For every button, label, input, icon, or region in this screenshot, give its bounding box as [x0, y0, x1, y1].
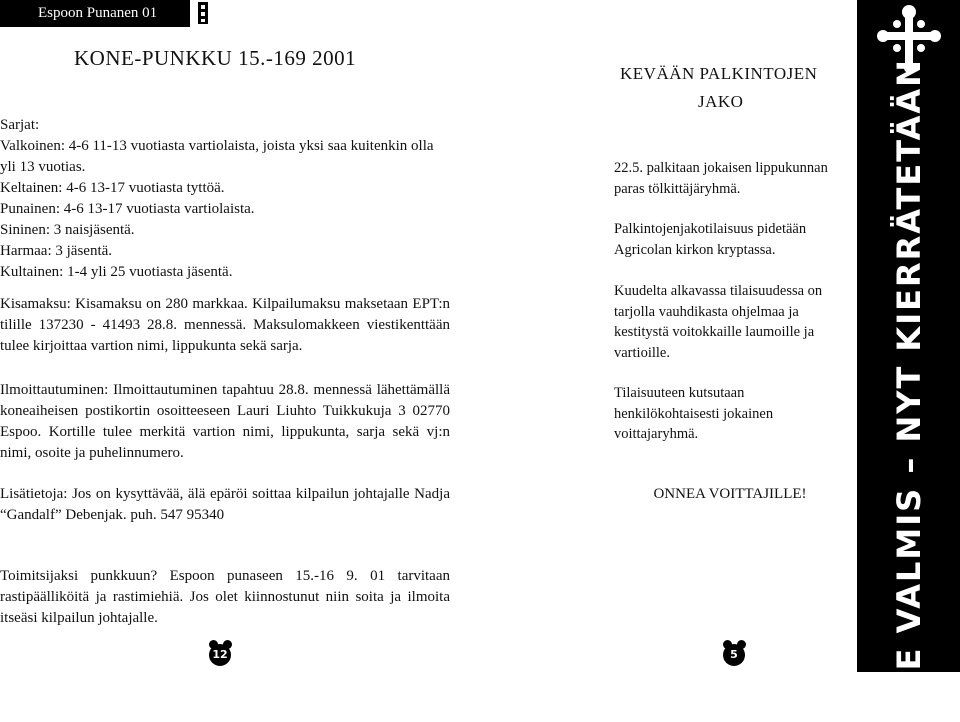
- series-item-white: Valkoinen: 4-6 11-13 vuotiasta vartiolaista, joista yksi saa kuitenkin olla yli 13 vuotias.: [0, 138, 434, 175]
- awards-title-line2: JAKO: [698, 92, 744, 111]
- page-number-left: [209, 640, 235, 666]
- award-program-text: Kuudelta alkavassa tilaisuudessa on tarjolla vauhdikasta ohjelmaa ja kestitystä voitokkaille laumoille ja vartioille.: [614, 283, 823, 361]
- award-place-text: Palkintojenjakotilaisuus pidetään Agricolan kirkon kryptassa.: [614, 221, 807, 258]
- series-item-yellow: Keltainen: 4-6 13-17 vuotiasta tyttöä.: [0, 180, 225, 196]
- series-item-grey: Harmaa: 3 jäsentä.: [0, 243, 113, 259]
- award-date-text: 22.5. palkitaan jokaisen lippukunnan paras tölkittäjäryhmä.: [614, 160, 828, 197]
- congratulations-text: ONNEA VOITTAJILLE!: [653, 486, 807, 502]
- awards-title-line1: KEVÄÄN PALKINTOJEN: [620, 64, 818, 83]
- series-item-gold: Kultainen: 1-4 yli 25 vuotiasta jäsentä.: [0, 264, 233, 280]
- volunteer-paragraph: [0, 566, 450, 629]
- series-heading: Sarjat:: [0, 117, 40, 133]
- section-tab: Espoon Punanen 01: [0, 0, 190, 27]
- banner-slogan: OLE VALMIS – NYT KIERRÄTETÄÄN: [889, 57, 928, 722]
- registration-paragraph: [0, 380, 450, 464]
- ornament-icon: [197, 2, 209, 24]
- award-place-paragraph: [614, 219, 846, 260]
- volunteer-text: Toimitsijaksi punkkuun? Espoon punaseen 15.-16 9. 01 tarvitaan rastipäälliköitä ja rastimiehiä. Jos olet kiinnostunut niin soita ja ilmoita itseäsi kilpailun johtajalle.: [0, 568, 450, 626]
- award-program-paragraph: [614, 281, 846, 363]
- fee-paragraph: [0, 294, 450, 357]
- fee-text: Kisamaksu: Kisamaksu on 280 markkaa. Kilpailumaksu maksetaan EPT:n tilille 137230 - 41493 28.8. mennessä. Maksulomakkeen viestikenttään tulee kirjoittaa vartion nimi, lippukunta sekä sarja.: [0, 296, 450, 354]
- awards-title: [620, 60, 840, 116]
- info-paragraph: [0, 484, 450, 526]
- page-number-left-label: 12: [209, 644, 231, 666]
- series-item-blue: Sininen: 3 naisjäsentä.: [0, 222, 135, 238]
- recycling-banner: [857, 0, 960, 722]
- award-invite-text: Tilaisuuteen kutsutaan henkilökohtaisesti jokainen voittajaryhmä.: [614, 385, 774, 442]
- award-invite-paragraph: [614, 383, 846, 445]
- page-number-right: [723, 640, 749, 666]
- registration-text: Ilmoittautuminen: Ilmoittautuminen tapahtuu 28.8. mennessä lähettämällä koneaiheisen postikortin osoitteeseen Lauri Liuhto Tuikkukuja 3 02770 Espoo. Kortille tulee merkitä vartion nimi, lippukunta, sarja sekä vj:n nimi, osoite ja puhelinnumero.: [0, 382, 450, 461]
- series-section: [0, 115, 450, 283]
- series-item-red: Punainen: 4-6 13-17 vuotiasta vartiolaista.: [0, 201, 255, 217]
- info-text: Lisätietoja: Jos on kysyttävää, älä epäröi soittaa kilpailun johtajalle Nadja “Gandalf” Debenjak. puh. 547 95340: [0, 486, 450, 523]
- page-number-right-label: 5: [723, 644, 745, 666]
- page-title: KONE-PUNKKU 15.-169 2001: [74, 46, 357, 70]
- award-date-paragraph: [614, 158, 846, 199]
